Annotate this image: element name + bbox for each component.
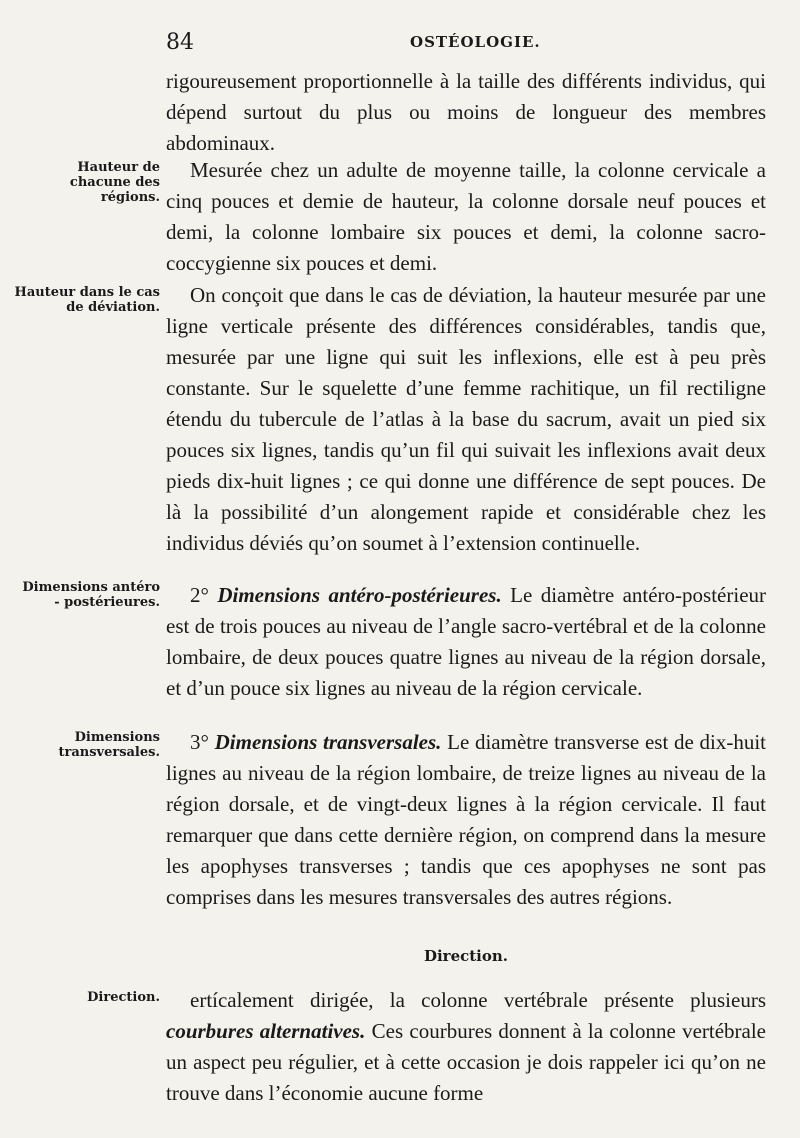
page-number: 84 <box>166 30 194 55</box>
page-header <box>166 30 766 60</box>
paragraph-3 <box>166 580 766 704</box>
paragraph-0: rigoureusement proportionnelle à la taille des différents individus, qui dépend surtout du plus ou moins de longueur des membres abdominaux. <box>166 69 766 155</box>
section-number: 2° <box>190 583 209 607</box>
paragraph-1: Mesurée chez un adulte de moyenne taille, la colonne cervicale a cinq pouces et demie de hauteur, la colonne dorsale neuf pouces et demi, la colonne lombaire six pouces et demi, la colonne sacro-coccygienne six pouces et demi. <box>166 158 766 275</box>
subheading-direction: Direction. <box>423 947 509 965</box>
section-text: Le diamètre antéro-postérieur est de trois pouces au niveau de l’angle sacro-vertébral et de la colonne lombaire, de deux pouces quatre lignes au niveau de la région dorsale, et d’un pouce six lignes au niveau de la région cervicale. <box>166 583 767 700</box>
margin-note-direction: Direction. <box>87 990 160 1005</box>
section-heading: Dimensions transversales. <box>214 730 442 754</box>
margin-note-height-deviation: Hauteur dans le cas de déviation. <box>14 285 160 315</box>
margin-note-transversal: Dimensions transversales. <box>58 730 160 760</box>
paragraph-2: On conçoit que dans le cas de déviation, la hauteur mesurée par une ligne verticale présente des différences considérables, tandis que, mesurée par une ligne qui suit les inflexions, elle est à peu près constante. Sur le squelette d’une femme rachitique, un fil rectiligne étendu du tubercule de l’atlas à la base du sacrum, avait un pied six pouces six lignes, tandis qu’un fil qui suivait les inflexions avait deux pieds dix-huit lignes ; ce qui donne une différence de sept pouces. De là la possibilité d’un alongement rapide et considérable chez les individus déviés qu’on soumet à l’extension continuelle. <box>166 283 766 555</box>
margin-note-height-regions: Hauteur de chacune des régions. <box>69 160 160 205</box>
section-text: Le diamètre transverse est de dix-huit lignes au niveau de la région lombaire, de treize lignes au niveau de la région dorsale, et de vingt-deux lignes à la région cervicale. Il faut remarquer que dans cette dernière région, on comprend dans la mesure les apophyses transverses ; tandis que ces apophyses ne sont pas comprises dans les mesures transversales des autres régions. <box>166 730 766 909</box>
paragraph-4 <box>166 727 766 913</box>
section-heading: Dimensions antéro-postérieures. <box>217 583 502 607</box>
emphasis: courbures alternatives. <box>166 1019 366 1043</box>
paragraph-5: ertícalement dirigée, la colonne vertébrale présente plusieurs courbures alternatives. Ces courbures donnent à la colonne vertébrale un aspect peu régulier, et à cette occasion je dois rappeler ici qu’on ne trouve dans l’économie aucune forme <box>166 988 767 1105</box>
running-head: OSTÉOLOGIE. <box>410 33 541 51</box>
section-number: 3° <box>190 730 209 754</box>
margin-note-antero-posterior: Dimensions antéro - postérieures. <box>22 580 160 610</box>
